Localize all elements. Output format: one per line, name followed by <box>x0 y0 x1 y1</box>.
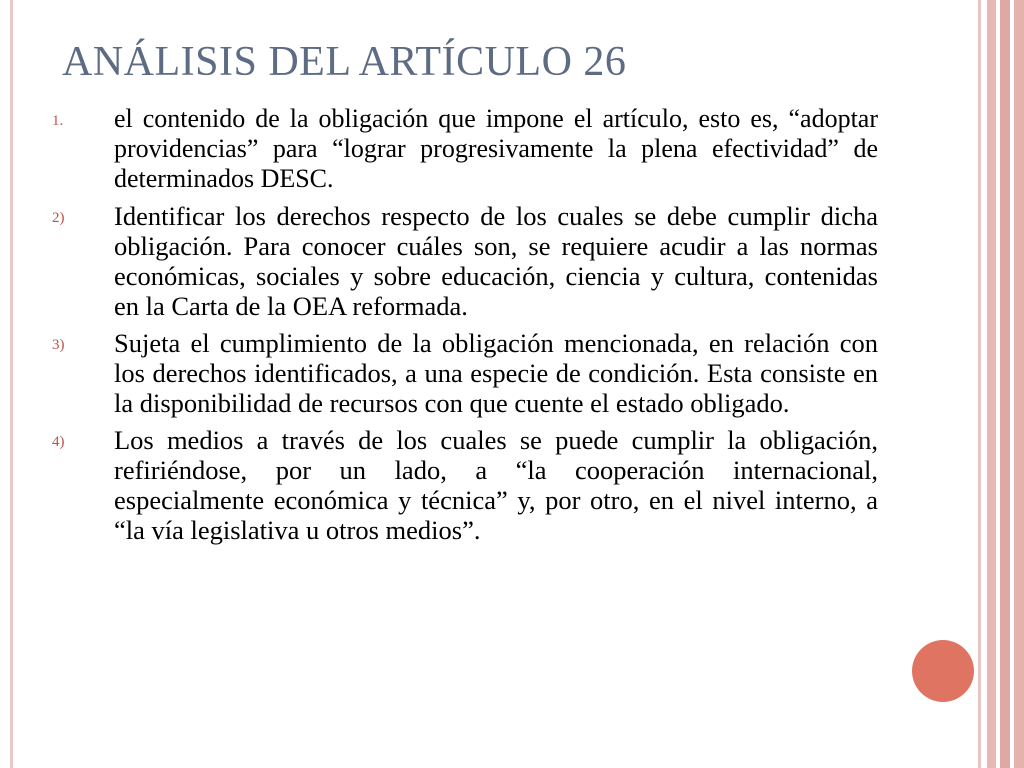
numbered-list <box>52 104 878 552</box>
list-item-text: el contenido de la obligación que impone el artículo, esto es, “adoptar providencias” para “lograr progresivamente la plena efectividad” de determinados DESC. <box>114 104 878 193</box>
list-item <box>52 328 878 418</box>
decorative-circle <box>912 640 974 702</box>
stripe <box>1000 0 1010 768</box>
stripe <box>987 0 996 768</box>
list-item-text: Los medios a través de los cuales se puede cumplir la obligación, refiriéndose, por un lado, a “la cooperación internacional, especialmente económica y técnica” y, por otro, en el nivel interno, a “la vía legislativa u otros medios”. <box>114 425 878 545</box>
right-decorative-stripes <box>978 0 1024 768</box>
list-item <box>52 104 878 194</box>
stripe <box>1014 0 1024 768</box>
list-item <box>52 425 878 545</box>
slide-title: ANÁLISIS DEL ARTÍCULO 26 <box>62 39 627 85</box>
list-item-number: 1. <box>52 113 64 129</box>
left-border-line <box>10 0 13 768</box>
list-item-number: 2) <box>52 210 65 226</box>
list-item-number: 4) <box>52 434 65 450</box>
list-item <box>52 201 878 321</box>
list-item-text: Identificar los derechos respecto de los cuales se debe cumplir dicha obligación. Para conocer cuáles son, se requiere acudir a las normas económicas, sociales y sobre educación, ciencia y cultura, contenidas en la Carta de la OEA reformada. <box>114 201 878 321</box>
list-item-number: 3) <box>52 337 65 353</box>
list-item-text: Sujeta el cumplimiento de la obligación mencionada, en relación con los derechos identificados, a una especie de condición. Esta consiste en la disponibilidad de recursos con que cuente el estado obligado. <box>114 328 878 418</box>
